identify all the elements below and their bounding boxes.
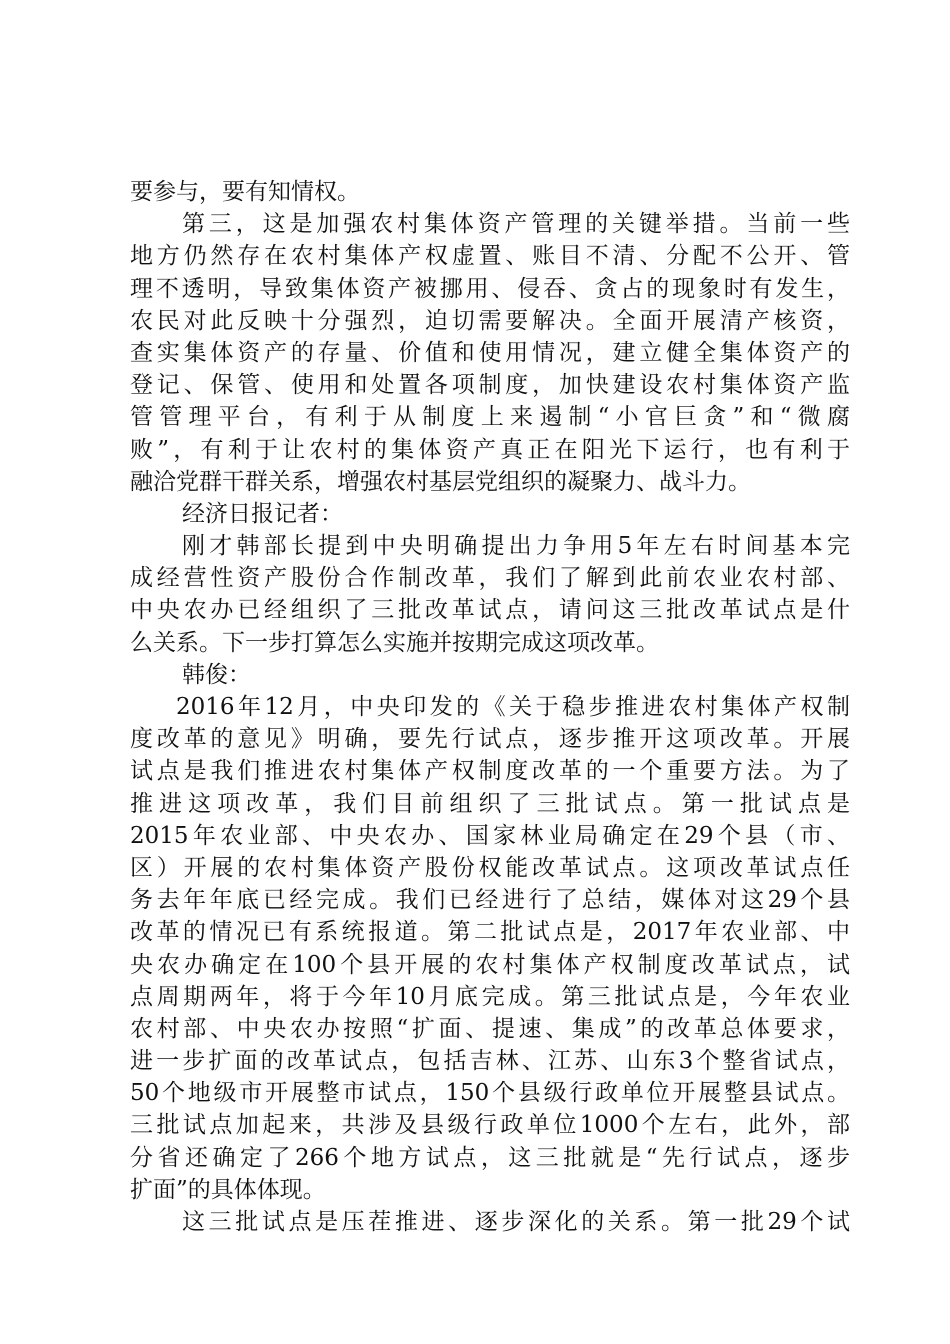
text-line: 中央农办已经组织了三批改革试点，请问这三批改革试点是什 [130,597,850,624]
text-line: 么关系。下一步打算怎么实施并按期完成这项改革。 [130,629,659,656]
text-line: 扩面”的具体体现。 [130,1176,326,1203]
text-line: 融洽党群干群关系，增强农村基层党组织的凝聚力、战斗力。 [130,468,751,495]
text-line: 2016年12月，中央印发的《关于稳步推进农村集体产权制 [176,694,850,720]
text-line: 查实集体资产的存量、价值和使用情况，建立健全集体资产的 [130,339,850,366]
text-line: 败”，有利于让农村的集体资产真正在阳光下运行，也有利于 [130,436,850,463]
text-line: 刚才韩部长提到中央明确提出力争用5年左右时间基本完 [182,533,850,560]
text-line: 务去年年底已经完成。我们已经进行了总结，媒体对这29个县 [130,887,850,914]
text-line: 2015年农业部、中央农办、国家林业局确定在29个县（市、 [130,822,850,849]
text-line: 这三批试点是压茬推进、逐步深化的关系。第一批29个试 [182,1209,850,1235]
text-line: 登记、保管、使用和处置各项制度，加快建设农村集体资产监 [130,372,850,399]
text-line: 农村部、中央农办按照“扩面、提速、集成”的改革总体要求， [130,1015,850,1042]
text-line: 经济日报记者： [182,500,343,527]
text-line: 三批试点加起来，共涉及县级行政单位1000个左右，此外，部 [130,1112,850,1139]
text-line: 试点是我们推进农村集体产权制度改革的一个重要方法。为了 [130,758,850,785]
text-line: 点周期两年，将于今年10月底完成。第三批试点是，今年农业 [130,983,850,1010]
text-line: 要参与，要有知情权。 [130,179,360,205]
text-line: 度改革的意见》明确，要先行试点，逐步推开这项改革。开展 [130,726,850,753]
text-line: 管管理平台，有利于从制度上来遏制“小官巨贪”和“微腐 [130,404,850,431]
text-line: 推进这项改革，我们目前组织了三批试点。第一批试点是 [130,790,850,817]
text-line: 分省还确定了266个地方试点，这三批就是“先行试点，逐步 [130,1144,850,1171]
text-line: 成经营性资产股份合作制改革，我们了解到此前农业农村部、 [130,565,850,592]
text-line: 改革的情况已有系统报道。第二批试点是，2017年农业部、中 [130,919,850,946]
text-line: 50个地级市开展整市试点，150个县级行政单位开展整县试点。 [130,1080,850,1107]
document-body [130,176,850,1238]
text-line: 地方仍然存在农村集体产权虚置、账目不清、分配不公开、管 [130,243,850,270]
text-line: 区）开展的农村集体资产股份权能改革试点。这项改革试点任 [130,854,850,881]
text-line: 理不透明，导致集体资产被挪用、侵吞、贪占的现象时有发生， [130,275,850,302]
text-line: 进一步扩面的改革试点，包括吉林、江苏、山东3个整省试点， [130,1048,850,1075]
text-line: 韩俊： [182,661,251,688]
text-line: 农民对此反映十分强烈，迫切需要解决。全面开展清产核资， [130,307,850,334]
text-line: 央农办确定在100个县开展的农村集体产权制度改革试点，试 [130,951,850,978]
text-line: 第三，这是加强农村集体资产管理的关键举措。当前一些 [182,211,850,238]
